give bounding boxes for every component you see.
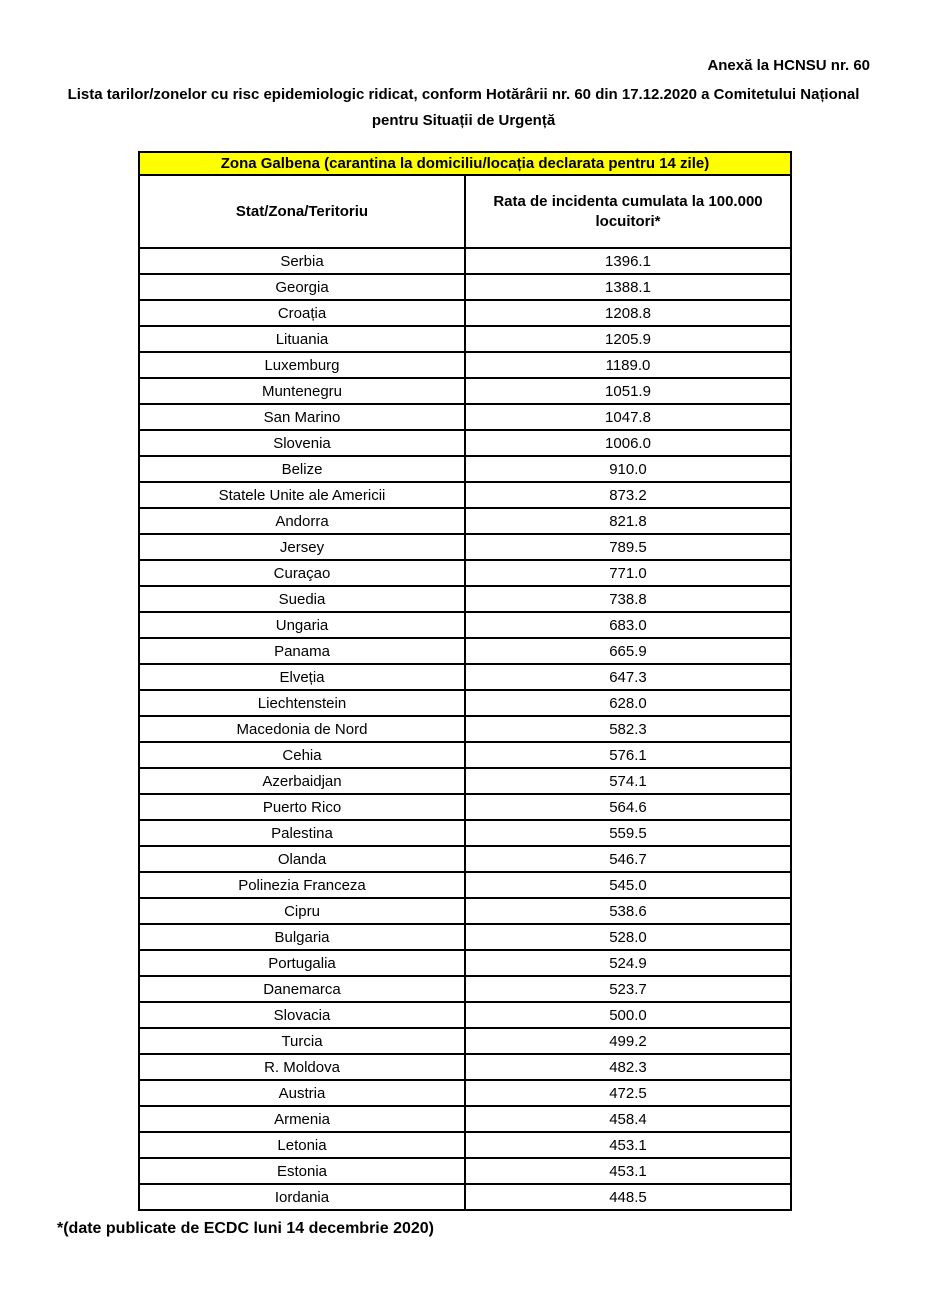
table-row xyxy=(139,846,791,872)
rate-cell: 910.0 xyxy=(465,456,791,482)
country-cell: Cehia xyxy=(139,742,465,768)
country-cell: Jersey xyxy=(139,534,465,560)
table-row xyxy=(139,326,791,352)
country-cell: Bulgaria xyxy=(139,924,465,950)
country-cell: Portugalia xyxy=(139,950,465,976)
footnote: *(date publicate de ECDC luni 14 decembrie 2020) xyxy=(57,1220,435,1237)
table-row xyxy=(139,1054,791,1080)
rate-cell: 546.7 xyxy=(465,846,791,872)
country-cell: Armenia xyxy=(139,1106,465,1132)
country-cell: Serbia xyxy=(139,248,465,274)
country-cell: Croația xyxy=(139,300,465,326)
table-row xyxy=(139,820,791,846)
country-cell: Panama xyxy=(139,638,465,664)
table-row xyxy=(139,430,791,456)
rate-cell: 559.5 xyxy=(465,820,791,846)
rate-cell: 524.9 xyxy=(465,950,791,976)
rate-cell: 453.1 xyxy=(465,1158,791,1184)
table-banner: Zona Galbena (carantina la domiciliu/locația declarata pentru 14 zile) xyxy=(139,152,791,175)
table-row xyxy=(139,378,791,404)
rate-cell: 821.8 xyxy=(465,508,791,534)
table-row xyxy=(139,1028,791,1054)
risk-table xyxy=(138,151,792,1211)
country-cell: R. Moldova xyxy=(139,1054,465,1080)
table-row xyxy=(139,768,791,794)
column-header-country: Stat/Zona/Teritoriu xyxy=(139,175,465,248)
rate-cell: 528.0 xyxy=(465,924,791,950)
rate-cell: 647.3 xyxy=(465,664,791,690)
country-cell: Andorra xyxy=(139,508,465,534)
country-cell: Danemarca xyxy=(139,976,465,1002)
table-row xyxy=(139,690,791,716)
rate-cell: 448.5 xyxy=(465,1184,791,1210)
country-cell: Curaçao xyxy=(139,560,465,586)
rate-cell: 1205.9 xyxy=(465,326,791,352)
table-row xyxy=(139,508,791,534)
country-cell: Luxemburg xyxy=(139,352,465,378)
rate-cell: 576.1 xyxy=(465,742,791,768)
table-row xyxy=(139,534,791,560)
table-row xyxy=(139,1080,791,1106)
rate-cell: 564.6 xyxy=(465,794,791,820)
table-row xyxy=(139,664,791,690)
table-row xyxy=(139,456,791,482)
rate-cell: 738.8 xyxy=(465,586,791,612)
table-row xyxy=(139,352,791,378)
column-header-rate: Rata de incidenta cumulata la 100.000 locuitori* xyxy=(465,175,791,248)
table-row xyxy=(139,482,791,508)
rate-cell: 499.2 xyxy=(465,1028,791,1054)
country-cell: Macedonia de Nord xyxy=(139,716,465,742)
rate-cell: 665.9 xyxy=(465,638,791,664)
table-row xyxy=(139,1158,791,1184)
table-row xyxy=(139,924,791,950)
rate-cell: 574.1 xyxy=(465,768,791,794)
country-cell: San Marino xyxy=(139,404,465,430)
table-row xyxy=(139,1106,791,1132)
header-row xyxy=(139,175,791,248)
country-cell: Muntenegru xyxy=(139,378,465,404)
rate-cell: 582.3 xyxy=(465,716,791,742)
table-row xyxy=(139,794,791,820)
rate-cell: 1047.8 xyxy=(465,404,791,430)
rate-cell: 538.6 xyxy=(465,898,791,924)
country-cell: Polinezia Franceza xyxy=(139,872,465,898)
country-cell: Olanda xyxy=(139,846,465,872)
country-cell: Palestina xyxy=(139,820,465,846)
rate-cell: 683.0 xyxy=(465,612,791,638)
country-cell: Iordania xyxy=(139,1184,465,1210)
country-cell: Slovacia xyxy=(139,1002,465,1028)
country-cell: Georgia xyxy=(139,274,465,300)
country-cell: Liechtenstein xyxy=(139,690,465,716)
rate-cell: 873.2 xyxy=(465,482,791,508)
document-title xyxy=(0,82,927,134)
country-cell: Azerbaidjan xyxy=(139,768,465,794)
country-cell: Letonia xyxy=(139,1132,465,1158)
table-row xyxy=(139,560,791,586)
country-cell: Turcia xyxy=(139,1028,465,1054)
country-cell: Slovenia xyxy=(139,430,465,456)
rate-cell: 458.4 xyxy=(465,1106,791,1132)
country-cell: Austria xyxy=(139,1080,465,1106)
table-row xyxy=(139,1132,791,1158)
rate-cell: 789.5 xyxy=(465,534,791,560)
table-row xyxy=(139,300,791,326)
rate-cell: 1006.0 xyxy=(465,430,791,456)
country-cell: Estonia xyxy=(139,1158,465,1184)
country-cell: Elveția xyxy=(139,664,465,690)
table-row xyxy=(139,1002,791,1028)
country-cell: Ungaria xyxy=(139,612,465,638)
table-row xyxy=(139,274,791,300)
table-row xyxy=(139,638,791,664)
rate-cell: 472.5 xyxy=(465,1080,791,1106)
table-row xyxy=(139,716,791,742)
annex-label: Anexă la HCNSU nr. 60 xyxy=(707,57,870,74)
table-row xyxy=(139,950,791,976)
rate-cell: 1388.1 xyxy=(465,274,791,300)
rate-cell: 523.7 xyxy=(465,976,791,1002)
country-cell: Puerto Rico xyxy=(139,794,465,820)
table-row xyxy=(139,976,791,1002)
rate-cell: 482.3 xyxy=(465,1054,791,1080)
table-row xyxy=(139,612,791,638)
banner-row xyxy=(139,152,791,175)
country-cell: Lituania xyxy=(139,326,465,352)
rate-cell: 771.0 xyxy=(465,560,791,586)
table-row xyxy=(139,872,791,898)
rate-cell: 1189.0 xyxy=(465,352,791,378)
country-cell: Belize xyxy=(139,456,465,482)
table-row xyxy=(139,742,791,768)
document-title-line1: Lista tarilor/zonelor cu risc epidemiologic ridicat, conform Hotărârii nr. 60 din 17.12.2020 a Comitetului Național xyxy=(67,86,860,103)
document-title-line2: pentru Situații de Urgență xyxy=(371,112,556,129)
country-cell: Statele Unite ale Americii xyxy=(139,482,465,508)
rate-cell: 500.0 xyxy=(465,1002,791,1028)
rate-cell: 453.1 xyxy=(465,1132,791,1158)
table-row xyxy=(139,586,791,612)
country-cell: Cipru xyxy=(139,898,465,924)
rate-cell: 545.0 xyxy=(465,872,791,898)
table-row xyxy=(139,248,791,274)
rate-cell: 1396.1 xyxy=(465,248,791,274)
table-row xyxy=(139,898,791,924)
table-row xyxy=(139,1184,791,1210)
country-cell: Suedia xyxy=(139,586,465,612)
rate-cell: 1051.9 xyxy=(465,378,791,404)
rate-cell: 628.0 xyxy=(465,690,791,716)
table-row xyxy=(139,404,791,430)
rate-cell: 1208.8 xyxy=(465,300,791,326)
